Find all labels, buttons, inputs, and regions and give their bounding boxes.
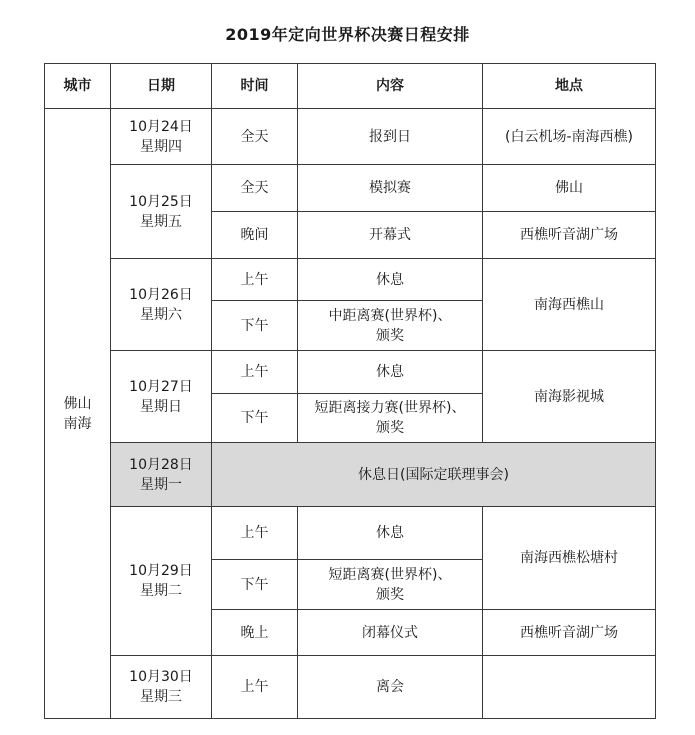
weekday-text: 星期五	[140, 213, 182, 230]
time-cell: 晚上	[212, 610, 298, 656]
content-line: 颁奖	[376, 420, 404, 436]
date-text: 10月24日	[129, 118, 193, 135]
place-cell: 西樵听音湖广场	[483, 212, 656, 259]
table-row	[45, 165, 656, 212]
page-title: 2019年定向世界杯决赛日程安排	[225, 25, 470, 44]
time-cell: 上午	[212, 507, 298, 560]
weekday-text: 星期六	[140, 306, 182, 323]
content-cell: 闭幕仪式	[298, 610, 483, 656]
header-place: 地点	[483, 64, 656, 109]
place-cell: 佛山	[483, 165, 656, 212]
time-cell: 晚间	[212, 212, 298, 259]
date-cell	[111, 656, 212, 719]
weekday-text: 星期二	[140, 583, 182, 599]
time-cell: 上午	[212, 259, 298, 301]
content-line: 颁奖	[376, 327, 404, 344]
weekday-text: 星期一	[140, 476, 182, 493]
date-text: 10月27日	[129, 378, 193, 395]
date-text: 10月28日	[129, 456, 193, 473]
date-cell	[111, 351, 212, 443]
content-cell: 离会	[298, 656, 483, 719]
header-time: 时间	[212, 64, 298, 109]
content-cell: 报到日	[298, 109, 483, 165]
content-cell	[298, 394, 483, 443]
content-line: 中距离赛(世界杯)、	[328, 307, 452, 324]
weekday-text: 星期四	[140, 138, 182, 155]
header-city: 城市	[45, 64, 111, 109]
place-cell: 南海西樵松塘村	[483, 507, 656, 610]
date-cell	[111, 109, 212, 165]
content-line: 短距离接力赛(世界杯)、	[314, 400, 466, 416]
city-line: 南海	[63, 415, 92, 432]
content-line: 颁奖	[376, 586, 404, 603]
header-date: 日期	[111, 64, 212, 109]
date-cell	[111, 165, 212, 259]
city-line: 佛山	[63, 395, 92, 412]
content-cell: 休息	[298, 259, 483, 301]
header-row	[45, 64, 656, 109]
time-cell: 全天	[212, 109, 298, 165]
content-cell: 开幕式	[298, 212, 483, 259]
table-row	[45, 351, 656, 394]
date-cell	[111, 507, 212, 656]
schedule-table	[44, 63, 656, 719]
place-cell	[483, 656, 656, 719]
date-cell	[111, 259, 212, 351]
content-line: 短距离赛(世界杯)、	[328, 566, 452, 583]
table-row	[45, 507, 656, 560]
date-text: 10月26日	[129, 286, 193, 303]
place-cell: 南海影视城	[483, 351, 656, 443]
table-row	[45, 259, 656, 301]
table-row	[45, 443, 656, 507]
time-cell: 下午	[212, 394, 298, 443]
time-cell: 上午	[212, 351, 298, 394]
content-cell: 休息	[298, 507, 483, 560]
city-cell	[45, 109, 111, 719]
table-row	[45, 109, 656, 165]
date-text: 10月30日	[129, 669, 193, 685]
time-cell: 下午	[212, 301, 298, 351]
place-cell: 西樵听音湖广场	[483, 610, 656, 656]
rest-day-cell: 休息日(国际定联理事会)	[212, 443, 656, 507]
date-text: 10月29日	[129, 563, 193, 579]
date-cell	[111, 443, 212, 507]
weekday-text: 星期日	[140, 398, 182, 415]
content-cell	[298, 301, 483, 351]
date-text: 10月25日	[129, 193, 193, 210]
content-cell: 模拟赛	[298, 165, 483, 212]
weekday-text: 星期三	[140, 689, 182, 705]
place-cell: (白云机场-南海西樵)	[483, 109, 656, 165]
header-content: 内容	[298, 64, 483, 109]
table-row	[45, 656, 656, 719]
content-cell: 休息	[298, 351, 483, 394]
time-cell: 下午	[212, 560, 298, 610]
time-cell: 上午	[212, 656, 298, 719]
place-cell: 南海西樵山	[483, 259, 656, 351]
time-cell: 全天	[212, 165, 298, 212]
content-cell	[298, 560, 483, 610]
